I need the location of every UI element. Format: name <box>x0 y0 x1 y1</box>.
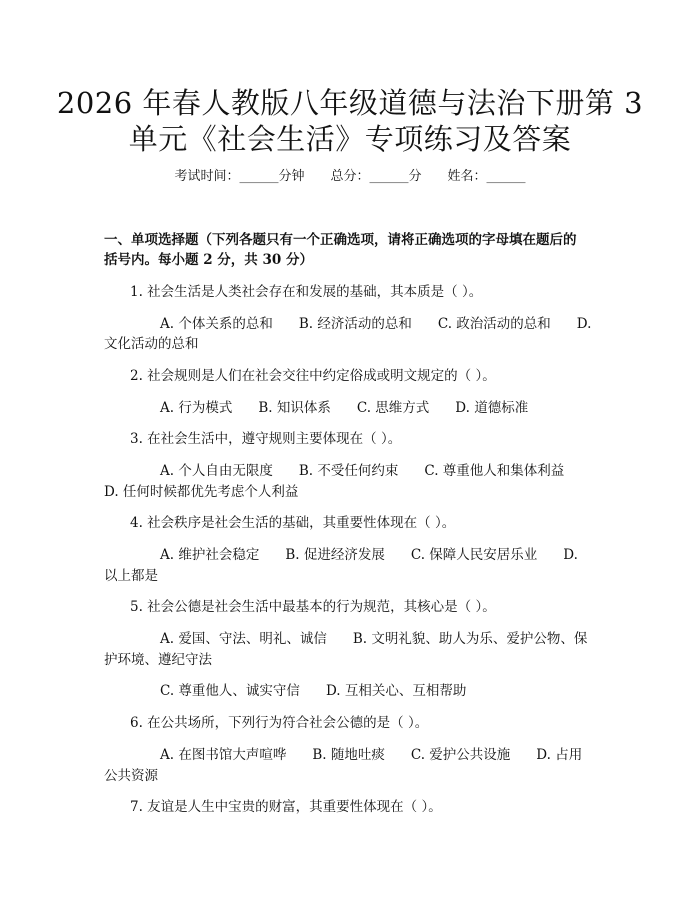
q6-option-b: B. 随地吐痰 <box>312 747 385 763</box>
q4-option-b: B. 促进经济发展 <box>285 547 385 563</box>
question-1: 1. 社会生活是人类社会存在和发展的基础，其本质是（ ）。 <box>130 284 483 300</box>
q1-option-c: C. 政治活动的总和 <box>437 316 551 332</box>
q3-option-c: C. 尊重他人和集体利益 <box>424 463 565 479</box>
document-title-line-1: 2026 年春人教版八年级道德与法治下册第 3 <box>56 86 644 120</box>
q5-option-a: A. 爱国、守法、明礼、诚信 <box>160 631 327 647</box>
q6-option-c: C. 爱护公共设施 <box>410 747 511 763</box>
question-2: 2. 社会规则是人们在社会交往中约定俗成或明文规定的（ ）。 <box>130 368 496 384</box>
q3-option-b: B. 不受任何约束 <box>298 463 399 479</box>
q5-option-b: B. 文明礼貌、助人为乐、爱护公物、保 <box>352 631 588 647</box>
question-1-options <box>160 314 591 334</box>
q1-option-a: A. 个体关系的总和 <box>160 316 273 332</box>
q6-option-a: A. 在图书馆大声喧哗 <box>160 747 287 763</box>
q4-option-c: C. 保障人民安居乐业 <box>410 547 538 563</box>
question-4-options <box>160 545 578 565</box>
q2-option-c: C. 思维方式 <box>356 400 430 416</box>
q6-option-d: D. 占用 <box>536 747 583 763</box>
q2-option-b: B. 知识体系 <box>258 400 331 416</box>
exam-time: 考试时间：______分钟 <box>174 169 305 184</box>
q2-option-d: D. 道德标准 <box>455 400 529 416</box>
q5-option-d: D. 互相关心、互相帮助 <box>325 683 467 699</box>
q4-option-a: A. 维护社会稳定 <box>160 547 260 563</box>
question-5-option-b-cont: 护环境、遵纪守法 <box>104 652 212 668</box>
question-7: 7. 友谊是人生中宝贵的财富，其重要性体现在（ ）。 <box>130 799 442 815</box>
q4-option-d: D. <box>563 547 578 563</box>
question-4-option-d-cont: 以上都是 <box>104 568 158 584</box>
question-3: 3. 在社会生活中，遵守规则主要体现在（ ）。 <box>130 431 402 447</box>
section-heading-line-1: 一、单项选择题（下列各题只有一个正确选项，请将正确选项的字母填在题后的 <box>104 232 577 248</box>
question-6: 6. 在公共场所，下列行为符合社会公德的是（ ）。 <box>130 715 429 731</box>
question-2-options <box>160 398 528 418</box>
question-5-options <box>160 629 587 649</box>
exam-score: 总分：______分 <box>330 169 422 184</box>
q1-option-b: B. 经济活动的总和 <box>298 316 412 332</box>
exam-info <box>0 168 700 186</box>
question-1-option-d-cont: 文化活动的总和 <box>104 336 199 352</box>
q3-option-a: A. 个人自由无限度 <box>160 463 273 479</box>
question-5-options-2 <box>160 681 466 701</box>
q2-option-a: A. 行为模式 <box>160 400 233 416</box>
student-name: 姓名：______ <box>447 169 526 184</box>
q1-option-d: D. <box>576 316 592 332</box>
question-6-option-d-cont: 公共资源 <box>104 768 158 784</box>
q5-option-c: C. 尊重他人、诚实守信 <box>160 683 300 699</box>
section-heading-line-2: 括号内。每小题 2 分，共 30 分） <box>104 252 313 268</box>
document-title-line-2: 单元《社会生活》专项练习及答案 <box>128 122 572 156</box>
question-5: 5. 社会公德是社会生活中最基本的行为规范，其核心是（ ）。 <box>130 599 496 615</box>
question-3-options <box>160 461 564 481</box>
question-3-option-d: D. 任何时候都优先考虑个人利益 <box>104 484 299 500</box>
question-4: 4. 社会秩序是社会生活的基础，其重要性体现在（ ）。 <box>130 515 456 531</box>
question-6-options <box>160 745 582 765</box>
